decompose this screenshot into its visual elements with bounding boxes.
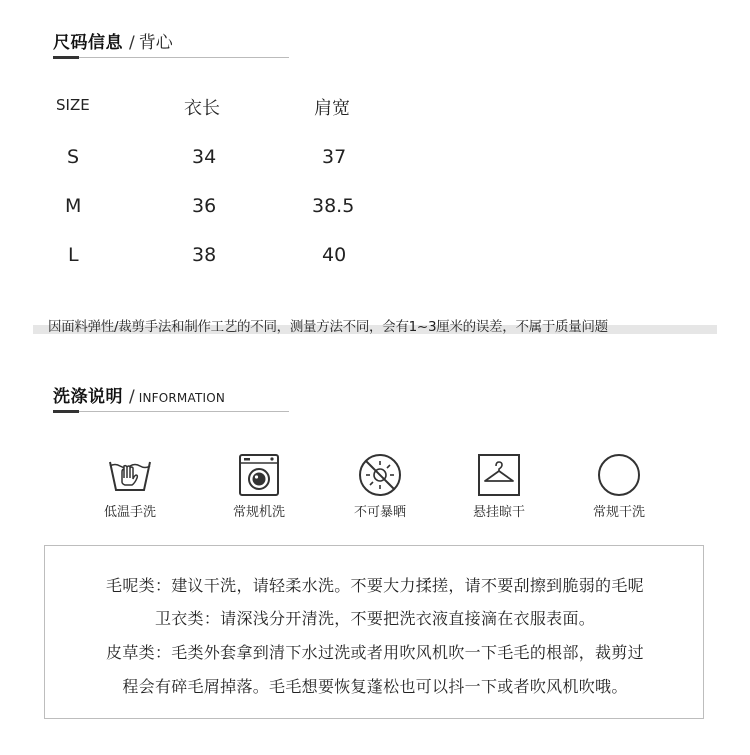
hanger-icon xyxy=(476,452,522,498)
row-shoulder: 38.5 xyxy=(312,195,355,217)
care-item-label: 常规机洗 xyxy=(232,505,285,520)
care-section-subtitle: INFORMATION xyxy=(138,391,226,405)
disclaimer-text: 因面料弹性/裁剪手法和制作工艺的不同，测量方法不同，会有1~3厘米的误差，不属于质量问题 xyxy=(48,319,608,335)
care-item-hang-dry xyxy=(454,452,544,520)
washing-machine-icon xyxy=(236,452,282,498)
row-shoulder: 40 xyxy=(322,244,347,266)
care-section-slash: / xyxy=(129,387,135,407)
care-item-hand-wash xyxy=(85,452,175,520)
care-section-accent xyxy=(53,410,79,413)
care-section-rule xyxy=(53,411,289,412)
care-item-label: 悬挂晾干 xyxy=(472,505,525,520)
care-notes-box xyxy=(44,545,704,719)
row-length: 34 xyxy=(192,146,217,168)
care-item-machine-wash xyxy=(214,452,304,520)
size-section-header xyxy=(53,28,289,56)
care-section-header xyxy=(53,382,289,410)
care-item-label: 低温手洗 xyxy=(103,505,156,520)
size-section-accent xyxy=(53,56,79,59)
no-sun-exposure-icon xyxy=(357,452,403,498)
dry-clean-icon xyxy=(596,452,642,498)
care-note-line: 皮草类：毛类外套拿到清下水过洗或者用吹风机吹一下毛毛的根部，裁剪过 xyxy=(106,643,644,662)
care-note-line: 程会有碎毛屑掉落。毛毛想要恢复蓬松也可以抖一下或者吹风机吹哦。 xyxy=(122,677,628,696)
header-size: SIZE xyxy=(56,96,90,114)
size-section-title: 尺码信息 xyxy=(53,33,123,53)
care-item-label: 常规干洗 xyxy=(592,505,645,520)
row-size: M xyxy=(65,195,82,217)
size-section-subtitle: 背心 xyxy=(138,33,173,53)
care-item-no-sun xyxy=(335,452,425,520)
row-shoulder: 37 xyxy=(322,146,347,168)
hand-wash-icon xyxy=(107,452,153,498)
care-item-label: 不可暴晒 xyxy=(353,505,406,520)
care-note-line: 卫衣类：请深浅分开清洗，不要把洗衣液直接滴在衣服表面。 xyxy=(154,609,596,628)
care-section-title: 洗涤说明 xyxy=(53,387,123,407)
header-length: 衣长 xyxy=(184,98,220,119)
row-length: 36 xyxy=(192,195,217,217)
size-section-slash: / xyxy=(129,33,135,53)
header-shoulder: 肩宽 xyxy=(314,98,350,119)
care-note-line: 毛呢类：建议干洗，请轻柔水洗。不要大力揉搓，请不要刮擦到脆弱的毛呢 xyxy=(106,576,644,595)
row-length: 38 xyxy=(192,244,217,266)
row-size: L xyxy=(68,244,79,266)
care-item-dry-clean xyxy=(574,452,664,520)
row-size: S xyxy=(67,146,80,168)
size-section-rule xyxy=(53,57,289,58)
